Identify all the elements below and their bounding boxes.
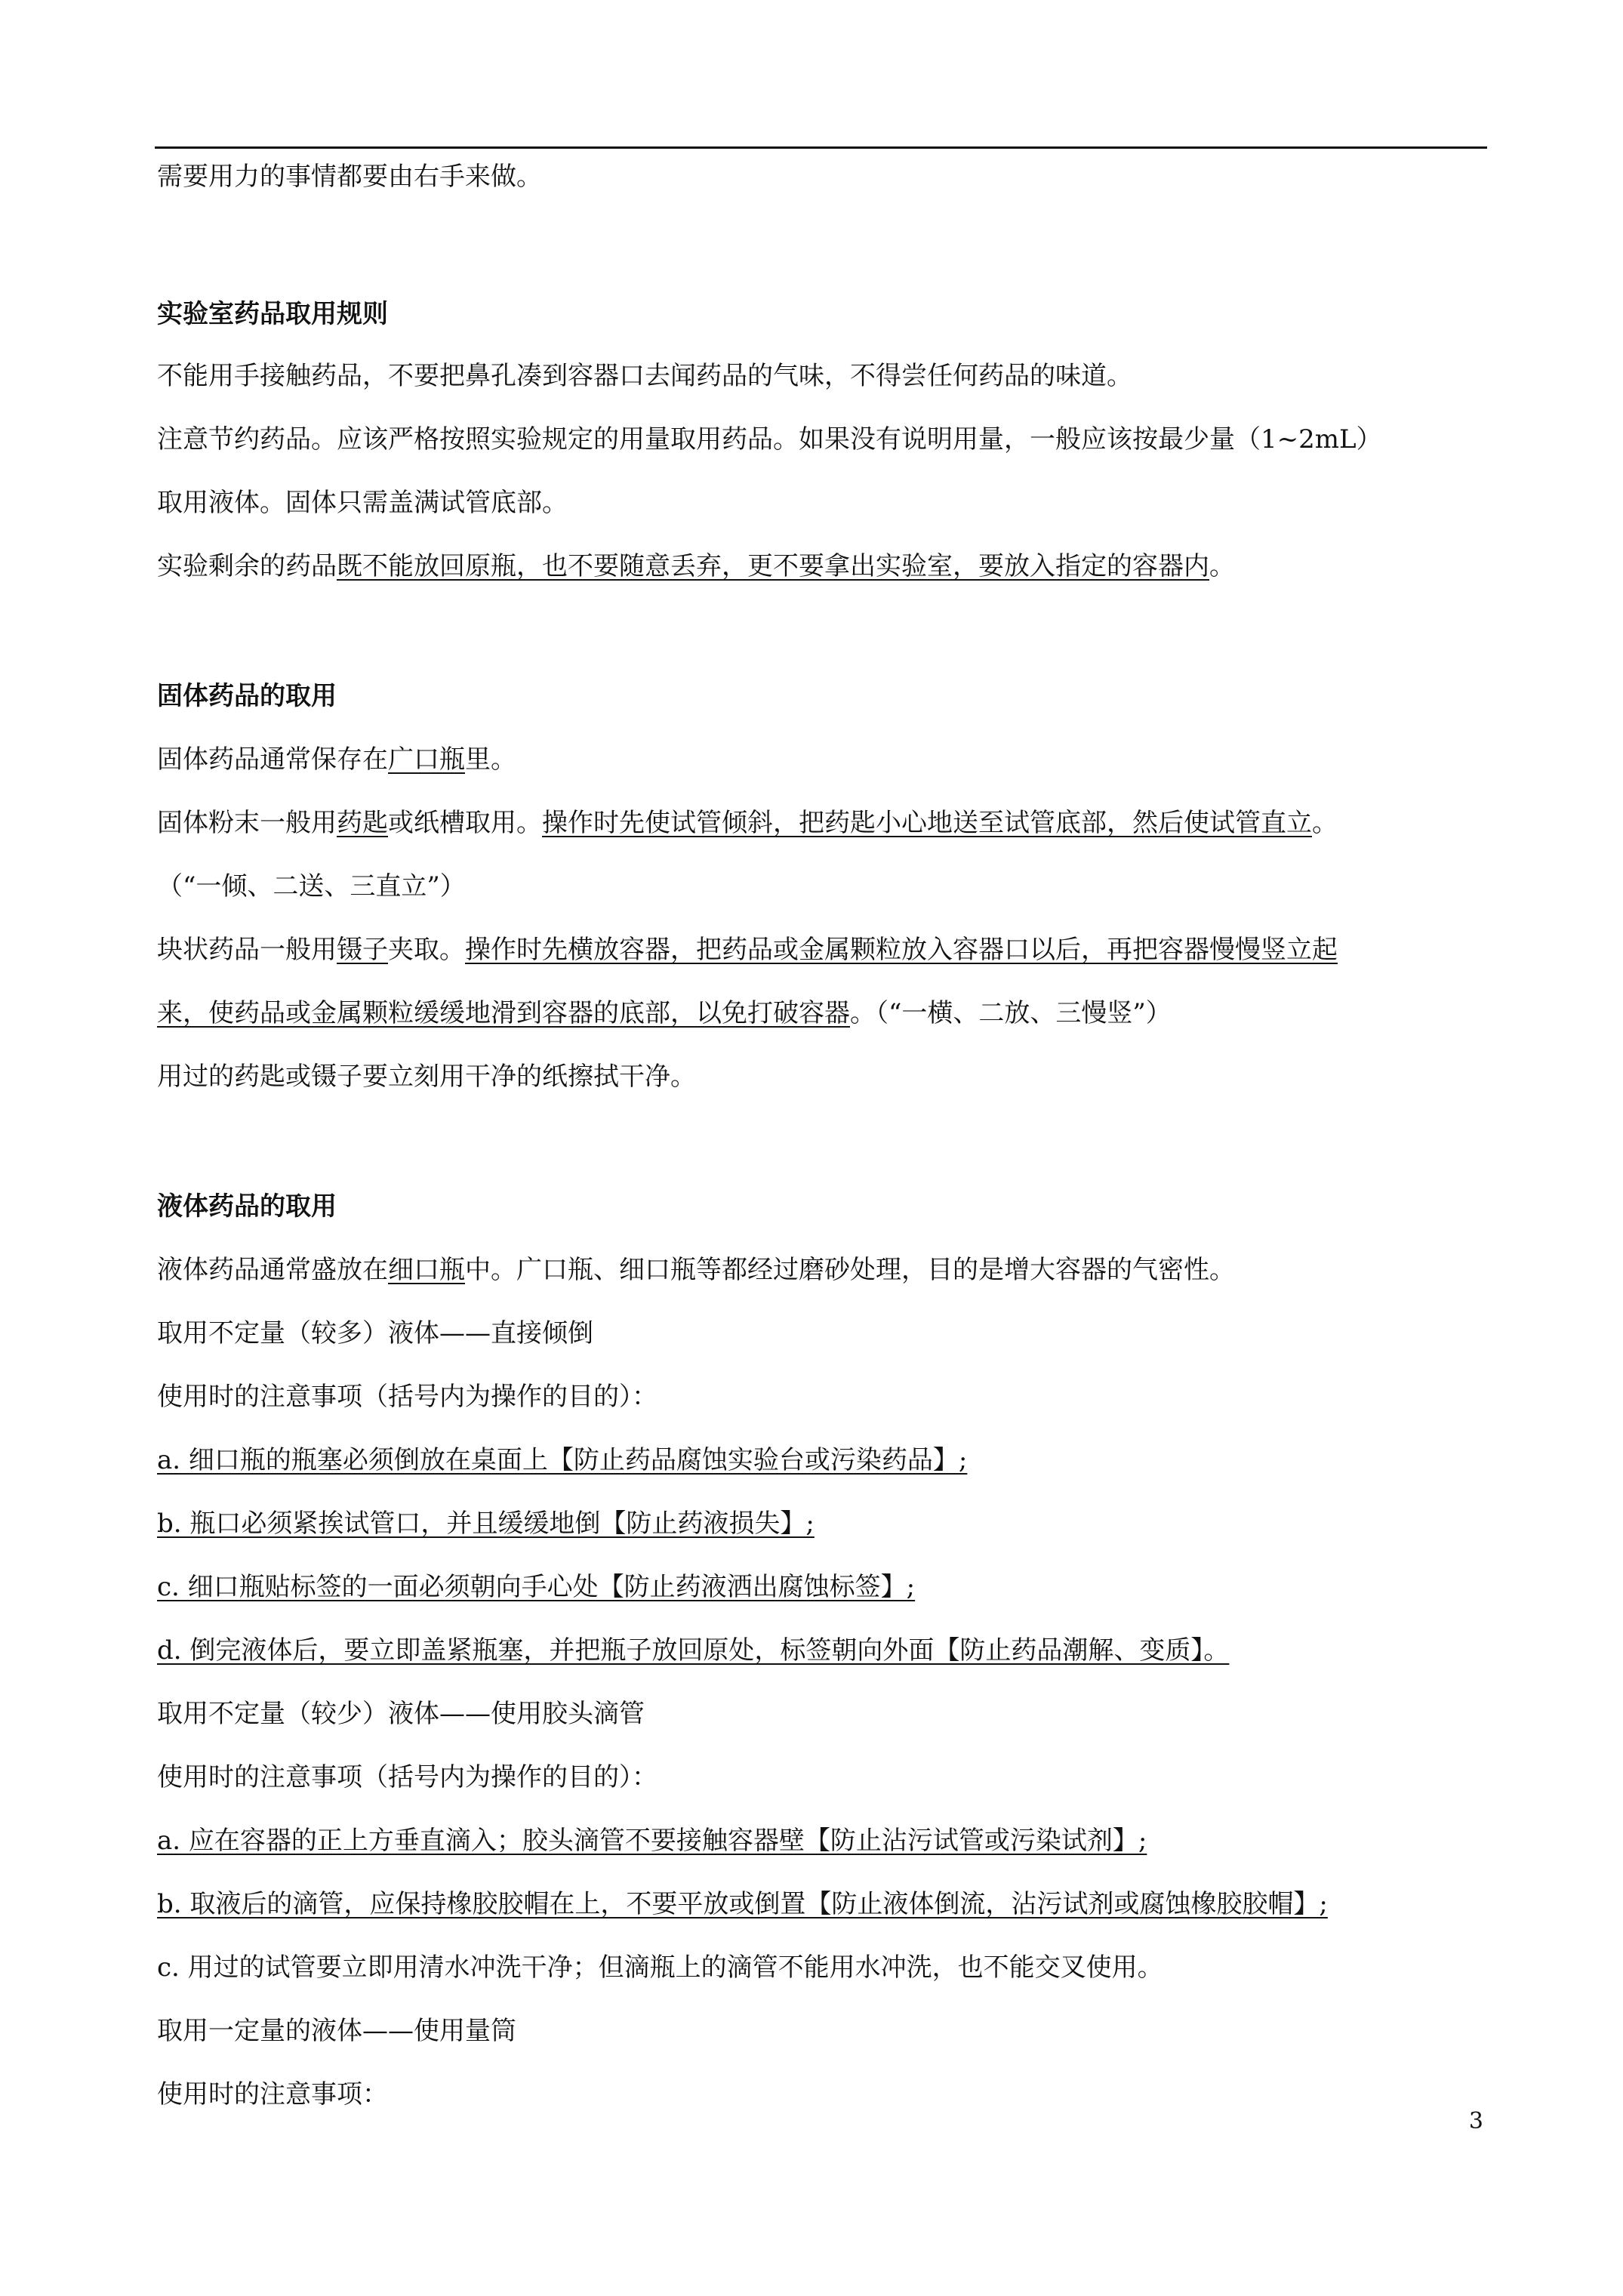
text-segment: 。	[1312, 808, 1338, 838]
text-segment: 使用时的注意事项（括号内为操作的目的）：	[157, 1762, 658, 1792]
text-segment: 固体药品通常保存在	[157, 744, 388, 775]
text-line	[157, 486, 1493, 519]
text-segment: 取用不定量（较多）液体——直接倾倒	[157, 1318, 593, 1348]
text-line	[157, 870, 1493, 903]
text-line	[157, 423, 1493, 456]
text-line	[157, 1380, 1493, 1413]
underlined-segment: 药匙	[337, 808, 388, 838]
underlined-segment: 广口瓶	[388, 744, 465, 775]
text-segment: 取用不定量（较少）液体——使用胶头滴管	[157, 1699, 645, 1729]
section-heading-drug-rules: 实验室药品取用规则	[157, 299, 388, 329]
list-item	[157, 1507, 1493, 1540]
text-segment: c. 用过的试管要立即用清水冲洗干净；但滴瓶上的滴管不能用水冲洗，也不能交叉使用。	[157, 1952, 1163, 1983]
text-segment: 取用一定量的液体——使用量筒	[157, 2016, 516, 2046]
list-item	[157, 1951, 1493, 1984]
list-item	[157, 1444, 1493, 1477]
underlined-segment: d. 倒完液体后，要立即盖紧瓶塞，并把瓶子放回原处，标签朝向外面【防止药品潮解、变质】。	[157, 1635, 1230, 1666]
text-segment: 液体药品通常盛放在	[157, 1255, 388, 1285]
text-line	[157, 2014, 1493, 2048]
underlined-segment: a. 细口瓶的瓶塞必须倒放在桌面上【防止药品腐蚀实验台或污染药品】;	[157, 1445, 968, 1475]
text-segment: 或纸槽取用。	[388, 808, 542, 838]
text-segment: 。	[1209, 551, 1235, 581]
text-line	[157, 997, 1493, 1030]
underlined-segment: 镊子	[337, 935, 388, 965]
section-heading-solid-drugs: 固体药品的取用	[157, 681, 337, 711]
list-item	[157, 1824, 1493, 1857]
underlined-segment: c. 细口瓶贴标签的一面必须朝向手心处【防止药液洒出腐蚀标签】;	[157, 1572, 916, 1602]
text-line	[157, 1697, 1493, 1730]
list-item	[157, 1634, 1493, 1667]
text-line	[157, 933, 1493, 966]
text-segment: 不能用手接触药品，不要把鼻孔凑到容器口去闻药品的气味，不得尝任何药品的味道。	[157, 361, 1132, 391]
text-segment: 块状药品一般用	[157, 935, 337, 965]
text-segment: 固体粉末一般用	[157, 808, 337, 838]
text-segment: 夹取。	[388, 935, 465, 965]
text-line	[157, 743, 1493, 776]
text-segment: （“一倾、二送、三直立”）	[157, 871, 466, 901]
underlined-segment: b. 瓶口必须紧挨试管口，并且缓缓地倒【防止药液损失】;	[157, 1509, 815, 1539]
underlined-segment: 操作时先使试管倾斜，把药匙小心地送至试管底部，然后使试管直立	[542, 808, 1312, 838]
text-line	[157, 1253, 1493, 1287]
text-line	[157, 550, 1493, 583]
text-segment: 实验剩余的药品	[157, 551, 337, 581]
text-segment: 注意节约药品。应该严格按照实验规定的用量取用药品。如果没有说明用量，一般应该按最少量（1~2mL）	[157, 424, 1382, 455]
list-item	[157, 1570, 1493, 1604]
page-number: 3	[1468, 2108, 1483, 2134]
text-segment: 。（“一横、二放、三慢竖”）	[850, 998, 1172, 1028]
text-line	[157, 2078, 1493, 2111]
text-segment: 使用时的注意事项：	[157, 2079, 388, 2110]
text-line	[157, 359, 1493, 393]
text-segment: 用过的药匙或镊子要立刻用干净的纸擦拭干净。	[157, 1062, 696, 1092]
text-segment: 中。广口瓶、细口瓶等都经过磨砂处理，目的是增大容器的气密性。	[465, 1255, 1235, 1285]
underlined-segment: a. 应在容器的正上方垂直滴入；胶头滴管不要接触容器壁【防止沾污试管或污染试剂】;	[157, 1826, 1147, 1856]
underlined-segment: 既不能放回原瓶，也不要随意丢弃，更不要拿出实验室，要放入指定的容器内	[337, 551, 1209, 581]
text-segment: 里。	[465, 744, 516, 775]
text-line	[157, 1317, 1493, 1350]
header-rule	[155, 146, 1487, 149]
underlined-segment: b. 取液后的滴管，应保持橡胶胶帽在上，不要平放或倒置【防止液体倒流，沾污试剂或腐蚀橡胶胶帽】;	[157, 1889, 1328, 1919]
text-segment: 取用液体。固体只需盖满试管底部。	[157, 488, 568, 518]
text-line	[157, 160, 1493, 193]
text-line	[157, 806, 1493, 840]
text-segment: 使用时的注意事项（括号内为操作的目的）：	[157, 1382, 658, 1412]
underlined-segment: 细口瓶	[388, 1255, 465, 1285]
text-line	[157, 1761, 1493, 1794]
text-line	[157, 1060, 1493, 1093]
list-item	[157, 1888, 1493, 1921]
underlined-segment: 来，使药品或金属颗粒缓缓地滑到容器的底部，以免打破容器	[157, 998, 850, 1028]
underlined-segment: 操作时先横放容器，把药品或金属颗粒放入容器口以后，再把容器慢慢竖立起	[465, 935, 1338, 965]
section-heading-liquid-drugs: 液体药品的取用	[157, 1191, 337, 1222]
text-segment: 需要用力的事情都要由右手来做。	[157, 162, 542, 192]
